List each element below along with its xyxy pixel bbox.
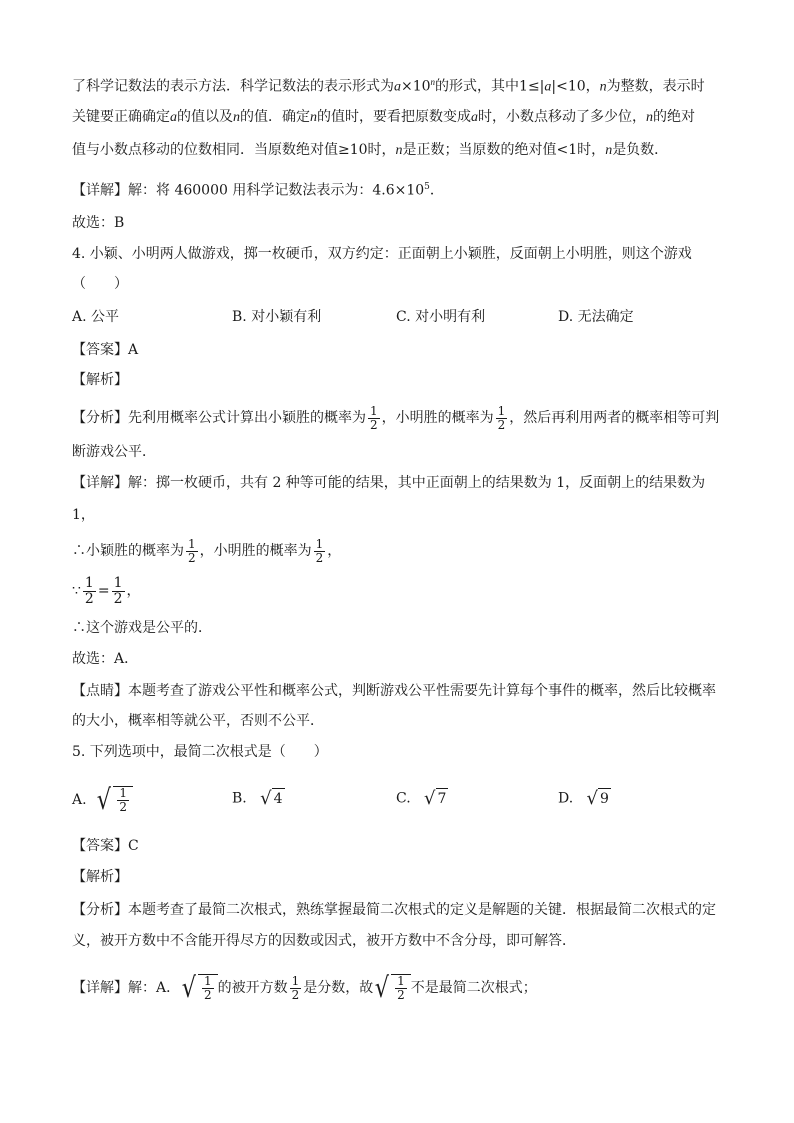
q5-fenxi-line-2: 义，被开方数中不含能开得尽方的因数或因式，被开方数中不含分母，即可解答． [72,933,576,949]
q5-stem: 5. 下列选项中，最简二次根式是（ ） [72,744,328,760]
q5-option-d: D. √ 9 [558,787,609,809]
q4-option-c: C. 对小明有利 [396,309,486,325]
q4-stem-2: （ ） [72,276,128,292]
q5-option-b: B. √ 4 [232,787,283,809]
q5-answer: 【答案】C [72,838,139,854]
q4-detail-line-3: ∴小颖胜的概率为 $\frac{1}{2}$ ，小明胜的概率为 $\frac{1}{2}$ ， [72,536,342,565]
q5-detail-line: 【详解】 解：A． √ $\frac{1}{2}$ 的被开方数 $\frac{1}{2}$ 是分数，故 √ $\frac{1}{2}$ 不是最简二次根式； [72,971,537,1004]
intro-line-1: 了科学记数法的表示方法．科学记数法的表示形式为$a\times 10^n$的形式，其中1≤|a|<10，n为整数，表示时 [72,77,705,95]
q4-fenxi-line-2: 断游戏公平． [72,444,156,460]
q4-option-d: D. 无法确定 [558,309,634,325]
q5-option-a: A. √ $\frac{1}{2}$ [72,780,133,820]
sqrt-one-half: √ $\frac{1}{2}$ [180,973,217,1003]
fraction-one-half: $\frac{1}{2}$ [188,536,196,565]
intro-choose: 故选：B [72,215,125,231]
q4-option-b: B. 对小颖有利 [232,309,322,325]
sqrt-one-half: √ $\frac{1}{2}$ [95,785,132,815]
q4-stem-1: 4. 小颖、小明两人做游戏，掷一枚硬币，双方约定：正面朝上小颖胜，反面朝上小明胜，则这个游戏 [72,246,692,262]
q4-detail-line-2: 1， [72,507,95,523]
q4-fenxi-line-1: 【分析】 先利用概率公式计算出小颖胜的概率为 $\frac{1}{2}$ ，小明胜的概率为 $\frac{1}{2}$ ，然后再利用两者的概率相等可判 [72,403,720,432]
fraction-one-half: $\frac{1}{2}$ [84,574,94,607]
fraction-one-half: $\frac{1}{2}$ [113,574,123,607]
fraction-one-half: $\frac{1}{2}$ [370,403,378,432]
q5-analysis-tag: 【解析】 [72,869,128,885]
intro-line-2: 关键要正确确定a的值以及n的值．确定n的值时，要看把原数变成a时，小数点移动了多少位，n的绝对 [72,109,695,125]
q4-dianjing-line-1: 【点睛】本题考查了游戏公平性和概率公式，判断游戏公平性需要先计算每个事件的概率，然后比较概率 [72,683,716,699]
q4-option-a: A. 公平 [72,309,120,325]
sqrt-7: √ 7 [424,787,447,809]
q4-dianjing-line-2: 的大小，概率相等就公平，否则不公平． [72,713,324,729]
q4-detail-line-1: 【详解】解：掷一枚硬币，共有 2 种等可能的结果，其中正面朝上的结果数为 1，反面朝上的结果数为 [72,475,706,491]
q4-conclusion: ∴这个游戏是公平的． [72,620,212,636]
q5-option-c: C. √ 7 [396,787,447,809]
fraction-one-half: $\frac{1}{2}$ [291,973,300,1002]
sqrt-9: √ 9 [586,787,609,809]
detail-tag: 【详解】 [72,182,128,199]
intro-line-3: 值与小数点移动的位数相同．当原数绝对值≥10时，n是正数；当原数的绝对值<1时，n是负数． [72,142,669,158]
q4-answer: 【答案】A [72,342,139,358]
intro-detail: 【详解】解：将 460000 用科学记数法表示为：$4.6\times 10^5$． [72,182,444,199]
sqrt-one-half: √ $\frac{1}{2}$ [373,973,410,1003]
q4-analysis-tag: 【解析】 [72,372,128,388]
q5-fenxi-line-1: 【分析】本题考查了最简二次根式，熟练掌握最简二次根式的定义是解题的关键．根据最简二次根式的定 [72,902,716,918]
fraction-one-half: $\frac{1}{2}$ [315,536,324,565]
sqrt-4: √ 4 [260,787,283,809]
q4-choose: 故选：A． [72,651,139,667]
q4-equation: ∵ $\frac{1}{2}$ = $\frac{1}{2}$ ， [72,574,141,607]
fraction-one-half: $\frac{1}{2}$ [497,403,506,432]
